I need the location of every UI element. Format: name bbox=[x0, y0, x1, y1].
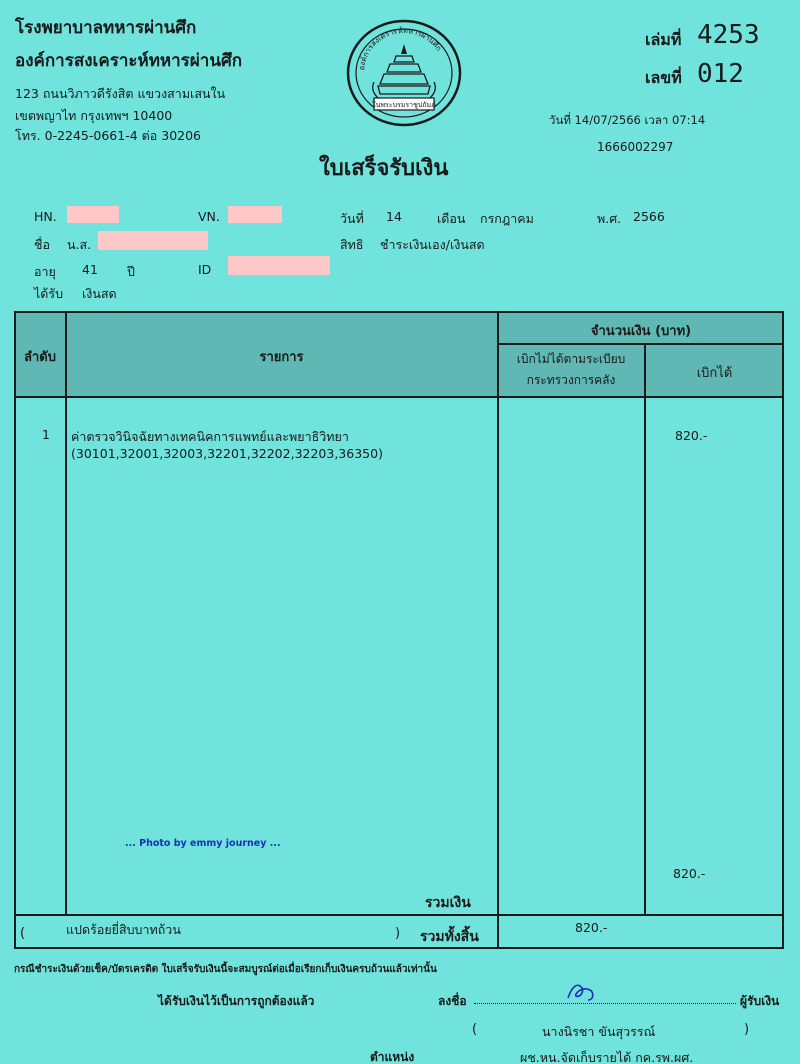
paren-open: ( bbox=[20, 926, 26, 941]
right-value: ชำระเงินเอง/เงินสด bbox=[380, 237, 485, 252]
photo-credit-watermark: ... Photo by emmy journey ... bbox=[125, 838, 281, 849]
issue-datetime: วันที่ 14/07/2566 เวลา 07:14 bbox=[549, 113, 706, 127]
name-prefix: น.ส. bbox=[67, 237, 92, 252]
day-value: 14 bbox=[386, 209, 402, 224]
received-value: เงินสด bbox=[82, 286, 117, 301]
payment-note: กรณีชำระเงินด้วยเช็ค/บัตรเครดิต ใบเสร็จรับเงินนี้จะสมบูรณ์ต่อเมื่อเรียกเก็บเงินครบถ้วนแล้วเท่านั้น bbox=[14, 964, 437, 975]
row-claim: 820.- bbox=[675, 428, 708, 443]
col-divider bbox=[644, 344, 646, 915]
grand-total-value: 820.- bbox=[575, 920, 608, 935]
col-claim-header: เบิกได้ bbox=[696, 366, 733, 381]
sign-label: ลงชื่อ bbox=[438, 994, 467, 1008]
seal-text-bottom: ในพระบรมราชูปถัมภ์ bbox=[372, 101, 436, 109]
vn-redacted bbox=[228, 206, 282, 223]
col-divider bbox=[65, 311, 67, 915]
year-label: พ.ศ. bbox=[597, 211, 622, 226]
row-item-line2: (30101,32001,32003,32201,32202,32203,36350) bbox=[71, 446, 383, 461]
right-label: สิทธิ bbox=[340, 237, 364, 252]
col-item-header: รายการ bbox=[259, 350, 304, 365]
hn-label: HN. bbox=[34, 209, 57, 224]
subtotal-label: รวมเงิน bbox=[425, 895, 471, 911]
organization-name: องค์การสงเคราะห์ทหารผ่านศึก bbox=[15, 51, 243, 71]
age-value: 41 bbox=[82, 262, 98, 277]
month-label: เดือน bbox=[437, 211, 466, 226]
row-item-line1: ค่าตรวจวินิจฉัยทางเทคนิคการแพทย์และพยาธิวิทยา bbox=[71, 429, 349, 444]
name-paren-open: ( bbox=[472, 1022, 478, 1037]
col-amount-header: จำนวนเงิน (บาท) bbox=[590, 324, 692, 339]
col-non-claim-header-2: กระทรวงการคลัง bbox=[526, 373, 616, 387]
position-label: ตำแหน่ง bbox=[370, 1050, 415, 1064]
month-value: กรกฎาคม bbox=[480, 211, 534, 226]
vn-label: VN. bbox=[198, 209, 220, 224]
address-line1: 123 ถนนวิภาวดีรังสิต แขวงสามเสนใน bbox=[15, 86, 226, 101]
row-divider bbox=[14, 914, 784, 916]
receiver-name: นางนิรชา ขันสุวรรณ์ bbox=[542, 1024, 656, 1039]
receipt-table bbox=[14, 311, 784, 949]
name-redacted bbox=[98, 231, 208, 250]
row-seq: 1 bbox=[42, 427, 50, 442]
receiver-label: ผู้รับเงิน bbox=[740, 994, 780, 1008]
organization-seal-icon bbox=[344, 18, 464, 128]
age-label: อายุ bbox=[34, 264, 56, 279]
phone-line: โทร. 0-2245-0661-4 ต่อ 30206 bbox=[15, 128, 202, 143]
name-label: ชื่อ bbox=[34, 237, 50, 252]
year-value: 2566 bbox=[633, 209, 665, 224]
received-label: ได้รับ bbox=[34, 286, 64, 301]
book-label: เล่มที่ bbox=[645, 30, 682, 49]
confirm-text: ได้รับเงินไว้เป็นการถูกต้องแล้ว bbox=[158, 994, 315, 1008]
signature-icon bbox=[564, 978, 600, 1006]
address-line2: เขตพญาไท กรุงเทพฯ 10400 bbox=[15, 108, 173, 123]
day-label: วันที่ bbox=[340, 211, 364, 226]
seal-text-top: องค์การสงเคราะห์ทหารผ่านศึก bbox=[357, 25, 444, 71]
position-value: ผช.หน.จัดเก็บรายได้ กค.รพ.ผศ. bbox=[520, 1050, 694, 1064]
age-unit: ปี bbox=[127, 264, 135, 279]
grand-total-label: รวมทั้งสิ้น bbox=[420, 929, 479, 945]
row-divider bbox=[14, 396, 784, 398]
receipt-number-label: เลขที่ bbox=[645, 68, 682, 87]
name-paren-close: ) bbox=[744, 1022, 750, 1037]
subtotal-claim: 820.- bbox=[673, 866, 706, 881]
transaction-id: 1666002297 bbox=[597, 140, 674, 154]
col-seq-header: ลำดับ bbox=[24, 350, 56, 365]
col-non-claim-header-1: เบิกไม่ได้ตามระเบียบ bbox=[516, 352, 626, 366]
grand-total-words: แปดร้อยยี่สิบบาทถ้วน bbox=[66, 922, 181, 937]
hospital-name: โรงพยาบาลทหารผ่านศึก bbox=[15, 18, 197, 38]
book-number: 4253 bbox=[697, 20, 760, 50]
id-label: ID bbox=[198, 262, 212, 277]
receipt-number: 012 bbox=[697, 59, 744, 89]
id-redacted bbox=[228, 256, 330, 275]
signature-line bbox=[474, 1003, 736, 1004]
col-divider bbox=[497, 311, 499, 949]
document-title: ใบเสร็จรับเงิน bbox=[319, 156, 449, 181]
row-divider bbox=[497, 343, 784, 345]
hn-redacted bbox=[67, 206, 119, 223]
paren-close: ) bbox=[395, 926, 401, 941]
